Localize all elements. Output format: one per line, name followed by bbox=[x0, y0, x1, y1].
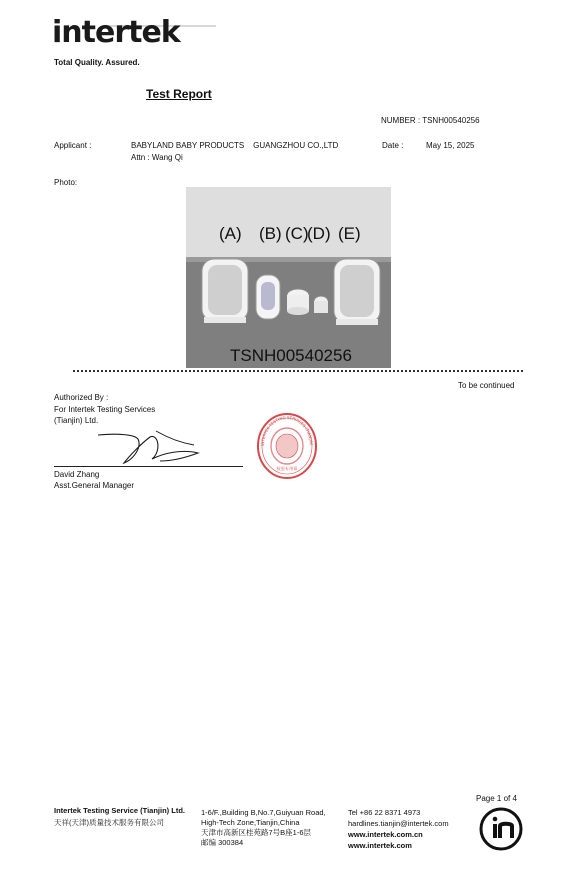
footer-contact bbox=[348, 807, 449, 851]
authorized-by: Authorized By : bbox=[54, 393, 109, 402]
attn: Attn : Wang Qi bbox=[131, 153, 183, 162]
page-indicator: Page 1 of 4 bbox=[476, 794, 517, 803]
date-value: May 15, 2025 bbox=[426, 141, 475, 150]
footer-company: Intertek Testing Service (Tianjin) Ltd. bbox=[54, 806, 185, 815]
photo-label: Photo: bbox=[54, 178, 78, 187]
footer-address-line-4: 邮编 300384 bbox=[201, 838, 244, 847]
signature bbox=[90, 425, 210, 469]
signer-title: Asst.General Manager bbox=[54, 481, 135, 490]
to-be-continued: To be continued bbox=[458, 381, 515, 390]
seal-center-text: 检验专用章 bbox=[276, 466, 298, 471]
footer-address-line-3: 天津市高新区桂苑路7号B座1-6层 bbox=[201, 828, 312, 837]
product-photo bbox=[186, 187, 391, 368]
footer-address bbox=[201, 808, 326, 848]
photo-label-e: (E) bbox=[338, 224, 361, 243]
photo-caption: TSNH00540256 bbox=[230, 346, 352, 365]
org-line-1: For Intertek Testing Services bbox=[54, 405, 156, 414]
company-seal bbox=[256, 412, 318, 480]
date-label: Date : bbox=[382, 141, 404, 150]
signature-line bbox=[54, 466, 243, 467]
brand-tagline: Total Quality. Assured. bbox=[54, 58, 140, 67]
footer-web[interactable]: www.intertek.com bbox=[348, 841, 412, 850]
brand-logo: intertek bbox=[52, 15, 180, 50]
photo-label-d: (D) bbox=[307, 224, 331, 243]
footer-web-cn[interactable]: www.intertek.com.cn bbox=[348, 830, 423, 839]
footer-address-line-2: High-Tech Zone,Tianjin,China bbox=[201, 818, 300, 827]
footer-company-cn: 天祥(天津)质量技术服务有限公司 bbox=[54, 818, 164, 827]
footer-address-line-1: 1-6/F.,Building B,No.7,Guiyuan Road, bbox=[201, 808, 326, 817]
separator-dotted bbox=[73, 370, 523, 372]
footer-tel: Tel +86 22 8371 4973 bbox=[348, 808, 421, 817]
applicant-value: BABYLAND BABY PRODUCTS GUANGZHOU CO.,LTD bbox=[131, 141, 339, 150]
product-photo-graphic bbox=[186, 187, 391, 368]
signer-name: David Zhang bbox=[54, 470, 100, 479]
photo-label-a: (A) bbox=[219, 224, 242, 243]
report-number: NUMBER : TSNH00540256 bbox=[381, 116, 480, 125]
intertek-emblem-icon bbox=[478, 804, 524, 854]
photo-label-c: (C) bbox=[285, 224, 309, 243]
footer-email[interactable]: hardlines.tianjin@intertek.com bbox=[348, 819, 449, 828]
seal-outer-text: INTERTEK TESTING SERVICES (TIANJIN) bbox=[259, 414, 315, 447]
photo-label-b: (B) bbox=[259, 224, 282, 243]
org-line-2: (Tianjin) Ltd. bbox=[54, 416, 99, 425]
report-title: Test Report bbox=[146, 87, 212, 101]
applicant-label: Applicant : bbox=[54, 141, 92, 150]
